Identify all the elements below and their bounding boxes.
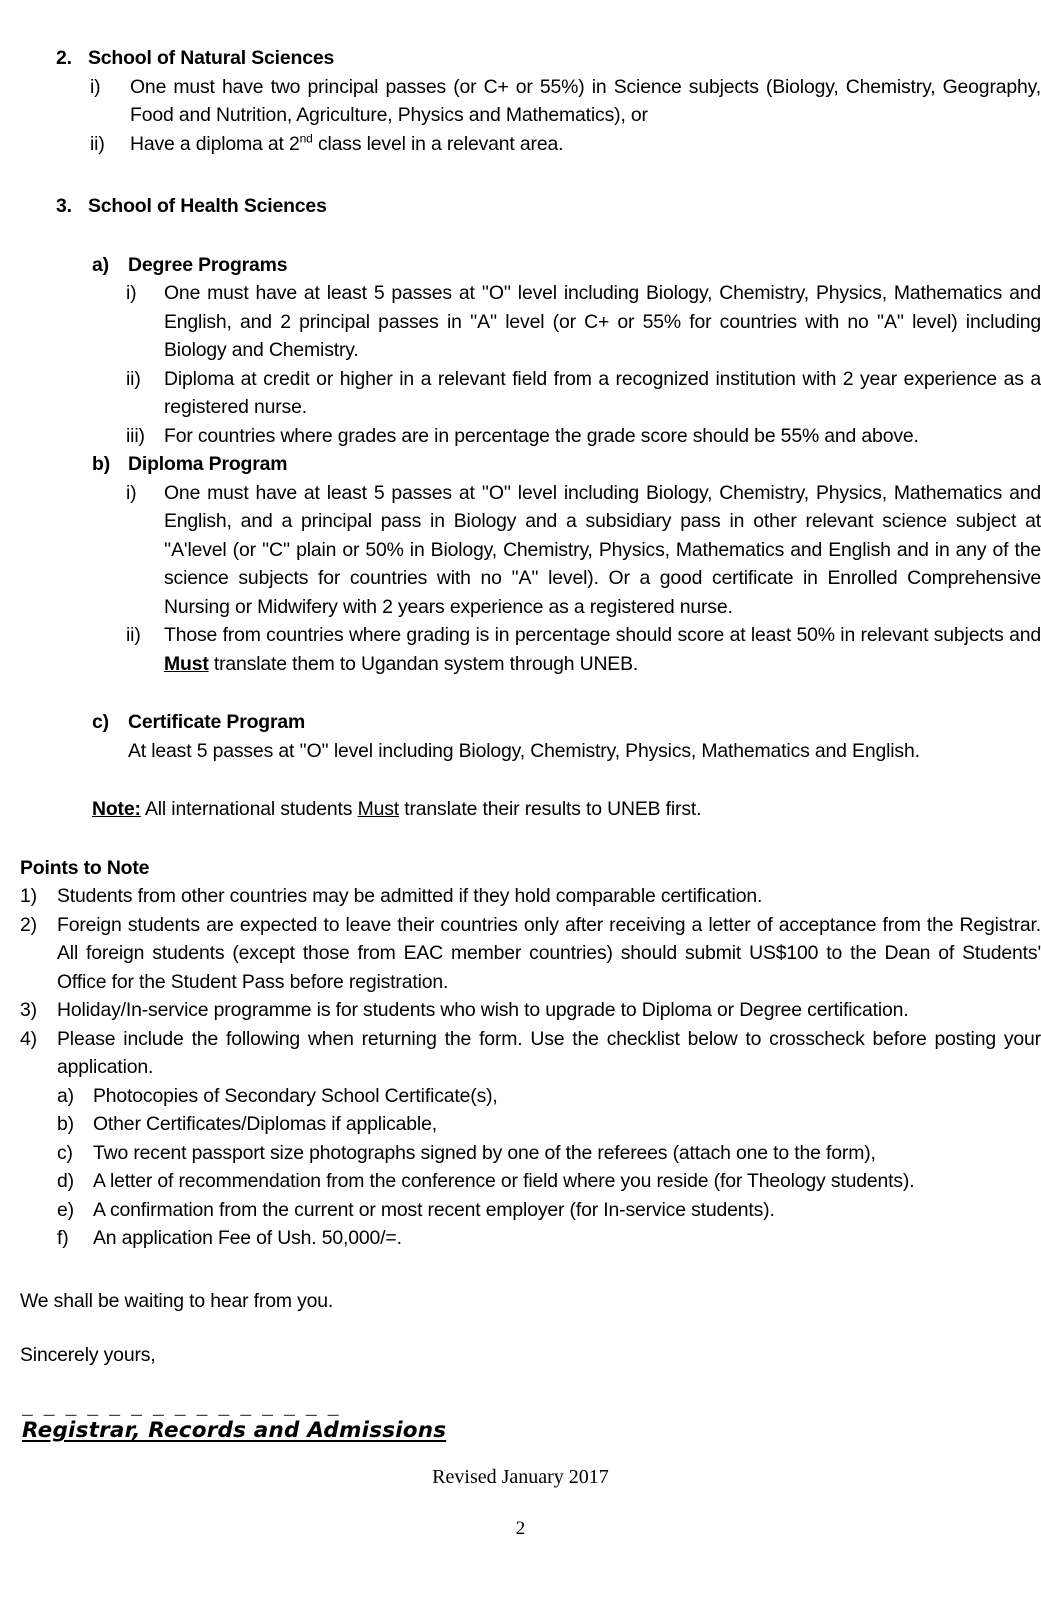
signature-dashed-line: _ _ _ _ _ _ _ _ _ _ _ _ _ _ _ xyxy=(22,1400,342,1416)
subsection-heading-diploma-program xyxy=(0,450,1041,479)
emphasis-must: Must xyxy=(164,652,209,675)
list-item xyxy=(0,621,1041,678)
section-heading-health-sciences xyxy=(0,192,1041,221)
closing-line-sincerely: Sincerely yours, xyxy=(20,1344,156,1366)
list-text: An application Fee of Ush. 50,000/=. xyxy=(93,1227,402,1249)
list-marker: a) xyxy=(57,1084,74,1107)
signature-block xyxy=(22,1400,542,1443)
list-text: A letter of recommendation from the conference or field where you reside (for Theology students). xyxy=(93,1170,915,1192)
list-marker: f) xyxy=(57,1227,69,1249)
list-marker: i) xyxy=(126,282,137,304)
list-text: Other Certificates/Diplomas if applicable, xyxy=(93,1113,437,1135)
list-text: One must have at least 5 passes at ''O'' level including Biology, Chemistry, Physics, Mathematics and English, and a principal pass in Biology and a subsidiary pass in other relevant science subject at ''A'level (or ''C'' plain or 50% in Biology, Chemistry, Physics, Mathematics and English and in any of the science subjects for countries with no ''A'' level). Or a good certificate in Enrolled Comprehensive Nursing or Midwifery with 2 years experience as a registered nurse. xyxy=(164,481,1041,618)
points-to-note-title: Points to Note xyxy=(20,856,150,879)
list-text-pre: Have a diploma at 2 xyxy=(130,132,300,155)
list-text: Please include the following when returning the form. Use the checklist below to crosscheck before posting your application. xyxy=(57,1027,1041,1078)
points-to-note-item xyxy=(0,911,1041,997)
footer-page-number: 2 xyxy=(515,1518,526,1539)
checklist-item xyxy=(0,1082,1041,1111)
list-marker: 4) xyxy=(20,1027,37,1050)
list-marker: 1) xyxy=(20,885,37,907)
subsection-body-certificate-program: At least 5 passes at ''O'' level including Biology, Chemistry, Physics, Mathematics and English. xyxy=(128,739,920,762)
note-label: Note: xyxy=(92,798,141,820)
subsection-title: Degree Programs xyxy=(128,253,288,276)
subsection-marker: c) xyxy=(92,711,109,733)
list-item xyxy=(0,479,1041,622)
points-to-note-item xyxy=(0,996,1041,1025)
list-text: One must have two principal passes (or C+ or 55%) in Science subjects (Biology, Chemistry, Geography, Food and Nutrition, Agriculture, Physics and Mathematics), or xyxy=(130,75,1041,126)
subsection-marker: a) xyxy=(92,253,109,276)
list-marker: e) xyxy=(57,1198,74,1221)
footer-revision-date: Revised January 2017 xyxy=(432,1466,609,1488)
list-text: Diploma at credit or higher in a relevant field from a recognized institution with 2 year experience as a registered nurse. xyxy=(164,367,1041,418)
section-title: School of Natural Sciences xyxy=(88,47,335,69)
emphasis-must: Must xyxy=(357,798,399,820)
closing-line-waiting: We shall be waiting to hear from you. xyxy=(20,1289,334,1312)
checklist-item xyxy=(0,1167,1041,1196)
list-text-pre: Those from countries where grading is in percentage should score at least 50% in relevant subjects and xyxy=(164,624,1041,646)
list-text: For countries where grades are in percentage the grade score should be 55% and above. xyxy=(164,424,919,447)
list-text: Two recent passport size photographs signed by one of the referees (attach one to the form), xyxy=(93,1141,876,1164)
superscript-ordinal: nd xyxy=(299,131,313,146)
subsection-heading-certificate-program xyxy=(0,708,1041,737)
signature-name: Registrar, Records and Admissions xyxy=(22,1418,447,1443)
section-number: 3. xyxy=(56,195,72,217)
points-to-note-item xyxy=(0,1025,1041,1082)
list-marker: i) xyxy=(90,75,101,98)
list-text: Students from other countries may be admitted if they hold comparable certification. xyxy=(57,885,763,907)
note-text-pre: All international students xyxy=(140,798,358,820)
list-text-post: translate them to Ugandan system through UNEB. xyxy=(208,652,639,675)
list-marker: iii) xyxy=(126,424,145,447)
section-title: School of Health Sciences xyxy=(88,195,327,217)
list-marker: 3) xyxy=(20,999,37,1021)
list-item xyxy=(0,422,1041,451)
list-item xyxy=(0,365,1041,422)
list-text: Photocopies of Secondary School Certificate(s), xyxy=(93,1084,498,1107)
list-item xyxy=(0,130,1041,159)
list-marker: 2) xyxy=(20,913,37,936)
note-block xyxy=(0,795,1041,824)
list-marker: c) xyxy=(57,1141,73,1164)
list-item xyxy=(0,73,1041,130)
list-item xyxy=(0,279,1041,365)
list-marker: b) xyxy=(57,1113,74,1135)
subsection-marker: b) xyxy=(92,453,111,475)
list-marker: ii) xyxy=(126,624,141,646)
list-text: One must have at least 5 passes at ''O'' level including Biology, Chemistry, Physics, Mathematics and English, and 2 principal passes in ''A'' level (or C+ or 55% for countries with no ''A'' level) including Biology and Chemistry. xyxy=(164,282,1041,361)
points-to-note-item xyxy=(0,882,1041,911)
checklist-item xyxy=(0,1139,1041,1168)
checklist-item xyxy=(0,1196,1041,1225)
list-marker: ii) xyxy=(126,367,141,390)
section-number: 2. xyxy=(56,47,72,69)
list-marker: i) xyxy=(126,481,137,504)
section-heading-natural-sciences xyxy=(0,44,1041,73)
list-marker: d) xyxy=(57,1170,74,1192)
checklist-item xyxy=(0,1224,1041,1253)
list-text-post: class level in a relevant area. xyxy=(312,132,564,155)
subsection-title: Certificate Program xyxy=(128,711,306,733)
list-text: A confirmation from the current or most recent employer (for In-service students). xyxy=(93,1198,775,1221)
subsection-heading-degree-programs xyxy=(0,251,1041,280)
list-text: Foreign students are expected to leave their countries only after receiving a letter of acceptance from the Registrar. All foreign students (except those from EAC member countries) should submit US$100 to the Dean of Students' Office for the Student Pass before registration. xyxy=(57,913,1041,993)
checklist-item xyxy=(0,1110,1041,1139)
list-marker: ii) xyxy=(90,132,105,155)
subsection-title: Diploma Program xyxy=(128,453,288,475)
note-text-post: translate their results to UNEB first. xyxy=(399,798,702,820)
list-text: Holiday/In-service programme is for students who wish to upgrade to Diploma or Degree certification. xyxy=(57,999,909,1021)
